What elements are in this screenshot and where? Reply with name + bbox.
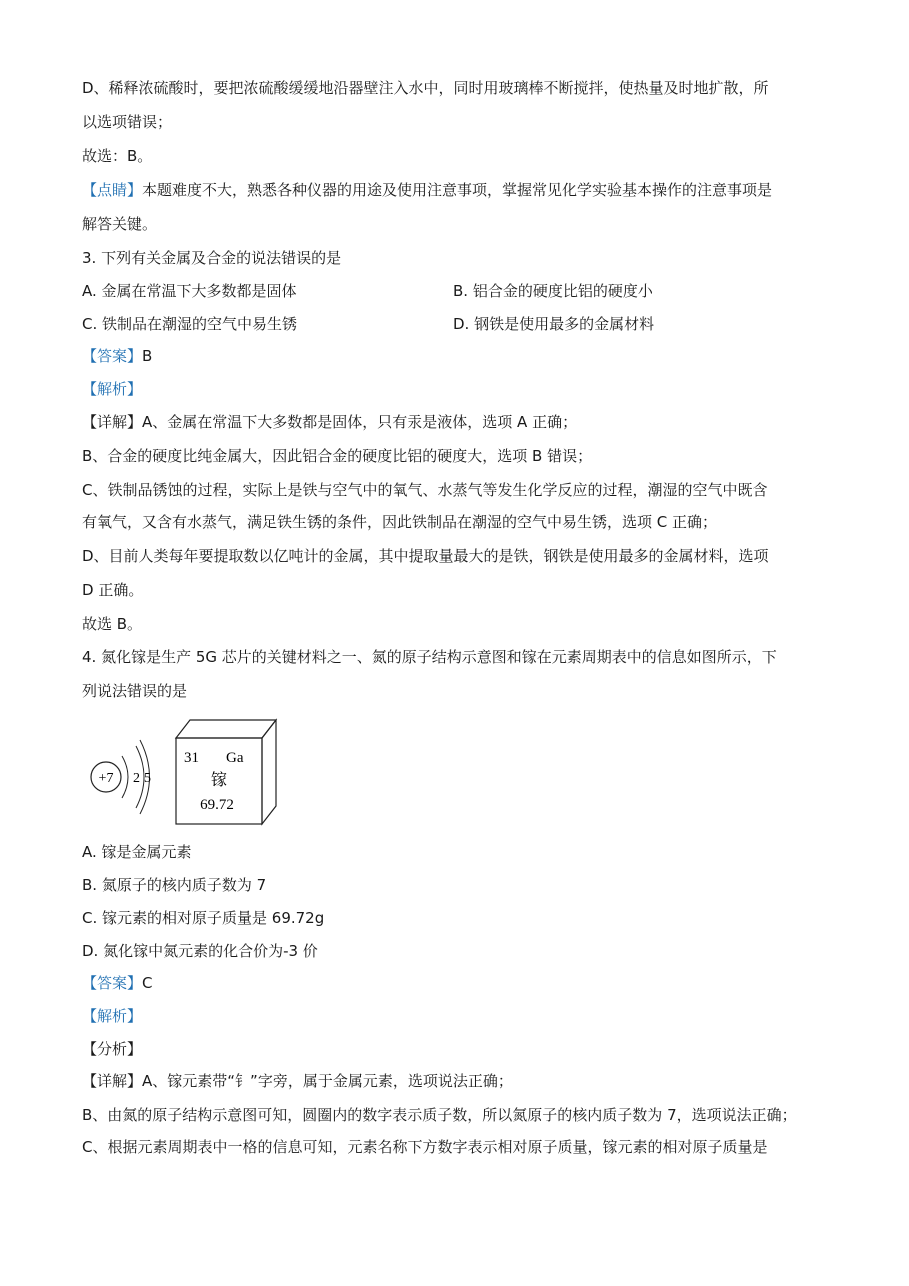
question-4-stem: 4. 氮化镓是生产 5G 芯片的关键材料之一、氮的原子结构示意图和镓在元素周期表中的信息如图所示，下 — [82, 648, 777, 666]
point-tag: 【点睛】 — [82, 181, 143, 199]
q3-option-a: A. 金属在常温下大多数都是固体 — [82, 282, 297, 300]
detail-tag: 【详解】 — [82, 1072, 143, 1090]
figure-svg — [86, 716, 286, 826]
q4-option-a: A. 镓是金属元素 — [82, 843, 192, 861]
q4-detail — [82, 1071, 513, 1091]
q3-detail — [82, 412, 577, 432]
question-4-stem-cont: 列说法错误的是 — [82, 682, 188, 700]
element-symbol: Ga — [226, 750, 244, 766]
detail-text: A、金属在常温下大多数都是固体，只有汞是液体，选项 A 正确； — [142, 413, 578, 431]
answer-tag: 【答案】 — [82, 974, 143, 992]
shell-2-electrons: 5 — [144, 771, 151, 786]
q4-analysis-tag — [82, 1006, 142, 1026]
text-line: B、由氮的原子结构示意图可知，圆圈内的数字表示质子数，所以氮原子的核内质子数为 7，选项说法正确； — [82, 1106, 797, 1124]
text-line: D、稀释浓硫酸时，要把浓硫酸缓缓地沿器壁注入水中，同时用玻璃棒不断搅拌，使热量及时地扩散，所 — [82, 79, 769, 97]
answer-value: B — [142, 347, 153, 365]
electron-shell-1 — [122, 756, 128, 798]
q3-option-d: D. 钢铁是使用最多的金属材料 — [453, 315, 655, 333]
q4-fenxi-tag — [82, 1039, 142, 1059]
q3-analysis-tag — [82, 379, 142, 399]
cube-top — [176, 720, 276, 738]
atomic-number: 31 — [184, 750, 199, 766]
q4-answer — [82, 973, 153, 993]
text-line: 有氧气，又含有水蒸气，满足铁生锈的条件，因此铁制品在潮湿的空气中易生锈，选项 C 正确； — [82, 513, 718, 531]
element-name: 镓 — [210, 770, 228, 789]
detail-tag: 【详解】 — [82, 413, 143, 431]
text-line: C、铁制品锈蚀的过程，实际上是铁与空气中的氧气、水蒸气等发生化学反应的过程，潮湿的空气中既含 — [82, 481, 768, 499]
question-3-stem: 3. 下列有关金属及合金的说法错误的是 — [82, 249, 342, 267]
q4-option-c: C. 镓元素的相对原子质量是 69.72g — [82, 909, 325, 927]
point-text: 本题难度不大，熟悉各种仪器的用途及使用注意事项，掌握常见化学实验基本操作的注意事项是 — [142, 181, 773, 199]
text-line: D、目前人类每年要提取数以亿吨计的金属，其中提取量最大的是铁，钢铁是使用最多的金属材料，选项 — [82, 547, 769, 565]
q3-option-b: B. 铝合金的硬度比铝的硬度小 — [453, 282, 653, 300]
text-line: B、合金的硬度比纯金属大，因此铝合金的硬度比铝的硬度大，选项 B 错误； — [82, 447, 593, 465]
cube-side — [262, 720, 276, 824]
q3-answer — [82, 346, 152, 366]
analysis-tag: 【解析】 — [82, 1007, 143, 1025]
answer-tag: 【答案】 — [82, 347, 143, 365]
text-line: 故选 B。 — [82, 615, 143, 633]
q4-option-b: B. 氮原子的核内质子数为 7 — [82, 876, 267, 894]
text-line: D 正确。 — [82, 581, 144, 599]
text-line: 解答关键。 — [82, 215, 158, 233]
q4-option-d: D. 氮化镓中氮元素的化合价为-3 价 — [82, 942, 318, 960]
nucleus-charge: +7 — [98, 771, 114, 786]
text-line: C、根据元素周期表中一格的信息可知，元素名称下方数字表示相对原子质量，镓元素的相对原子质量是 — [82, 1138, 768, 1156]
shell-1-electrons: 2 — [133, 771, 140, 786]
q3-option-c: C. 铁制品在潮湿的空气中易生锈 — [82, 315, 298, 333]
analysis-tag: 【解析】 — [82, 380, 143, 398]
text-line: 故选：B。 — [82, 147, 153, 165]
answer-value: C — [142, 974, 153, 992]
fenxi-tag: 【分析】 — [82, 1040, 143, 1058]
detail-text: A、镓元素带“钅”字旁，属于金属元素，选项说法正确； — [142, 1072, 513, 1090]
text-line: 以选项错误； — [82, 113, 173, 131]
q4-figure — [86, 716, 286, 826]
point-paragraph — [82, 180, 772, 200]
atomic-mass: 69.72 — [200, 797, 234, 813]
